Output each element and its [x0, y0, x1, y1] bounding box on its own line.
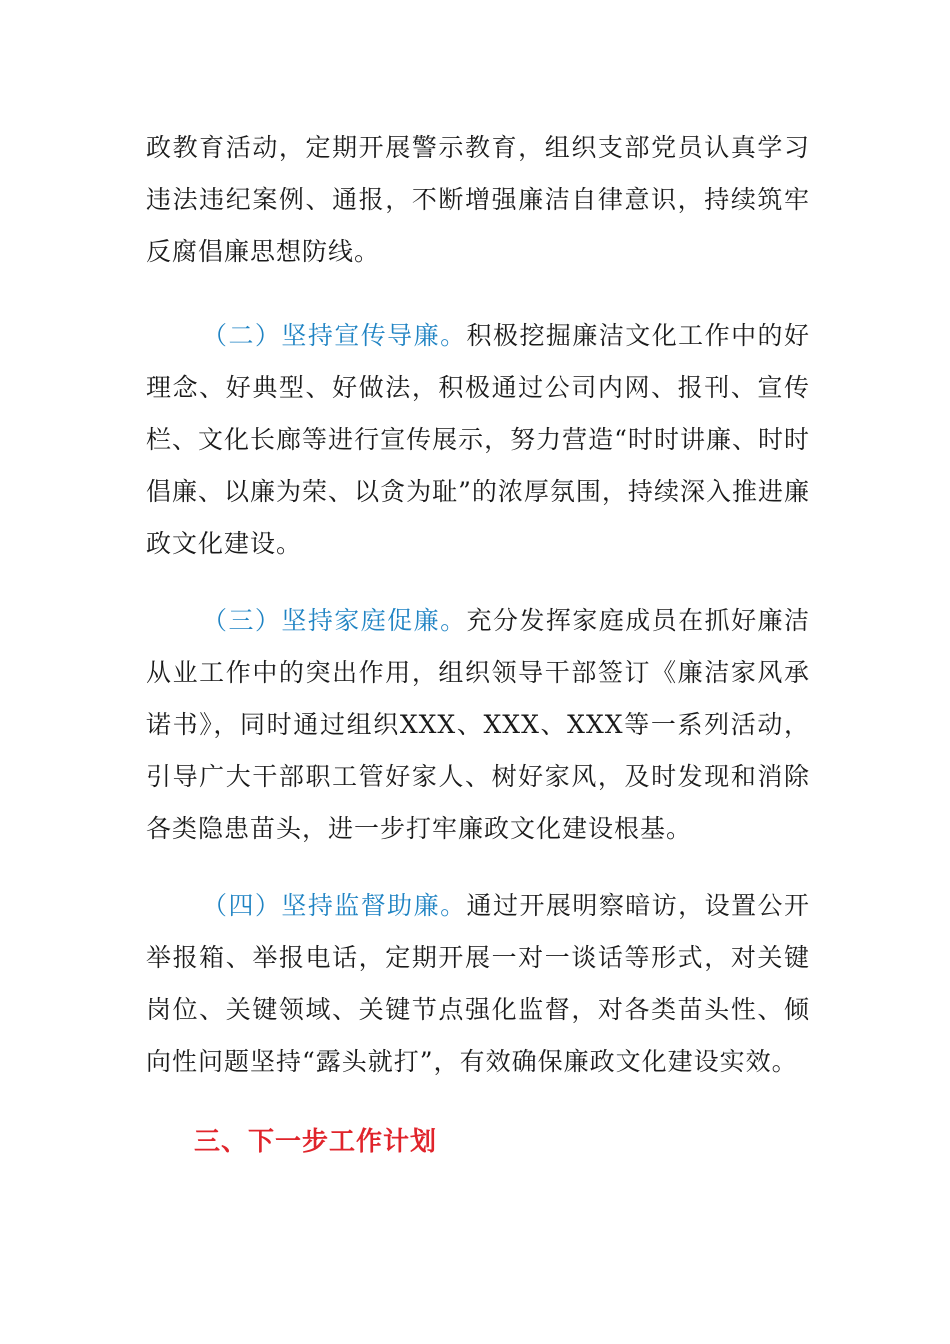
- paragraph-continued: 政教育活动，定期开展警示教育，组织支部党员认真学习违法违纪案例、通报，不断增强廉洁自律意识，持续筑牢反腐倡廉思想防线。: [146, 133, 810, 266]
- paragraph-section-2: [146, 310, 810, 570]
- paragraph-section-3: [146, 595, 810, 855]
- section-body-3: 充分发挥家庭成员在抓好廉洁从业工作中的突出作用，组织领导干部签订《廉洁家风承诺书》，同时通过组织XXX、XXX、XXX等一系列活动，引导广大干部职工管好家人、树好家风，及时发现和消除各类隐患苗头，进一步打牢廉政文化建设根基。: [146, 606, 810, 843]
- section-lead-4: （四）坚持监督助廉。: [202, 891, 467, 920]
- section-lead-3: （三）坚持家庭促廉。: [202, 606, 467, 635]
- section-lead-2: （二）坚持宣传导廉。: [202, 321, 467, 350]
- section-body-4: 通过开展明察暗访，设置公开举报箱、举报电话，定期开展一对一谈话等形式，对关键岗位、关键领域、关键节点强化监督，对各类苗头性、倾向性问题坚持“露头就打”，有效确保廉政文化建设实效。: [146, 891, 810, 1076]
- section-body-2: 积极挖掘廉洁文化工作中的好理念、好典型、好做法，积极通过公司内网、报刊、宣传栏、文化长廊等进行宣传展示，努力营造“时时讲廉、时时倡廉、以廉为荣、以贪为耻”的浓厚氛围，持续深入推进廉政文化建设。: [146, 321, 810, 558]
- section-heading-next-plan: 三、下一步工作计划: [194, 1127, 438, 1157]
- paragraph-section-4: [146, 880, 810, 1088]
